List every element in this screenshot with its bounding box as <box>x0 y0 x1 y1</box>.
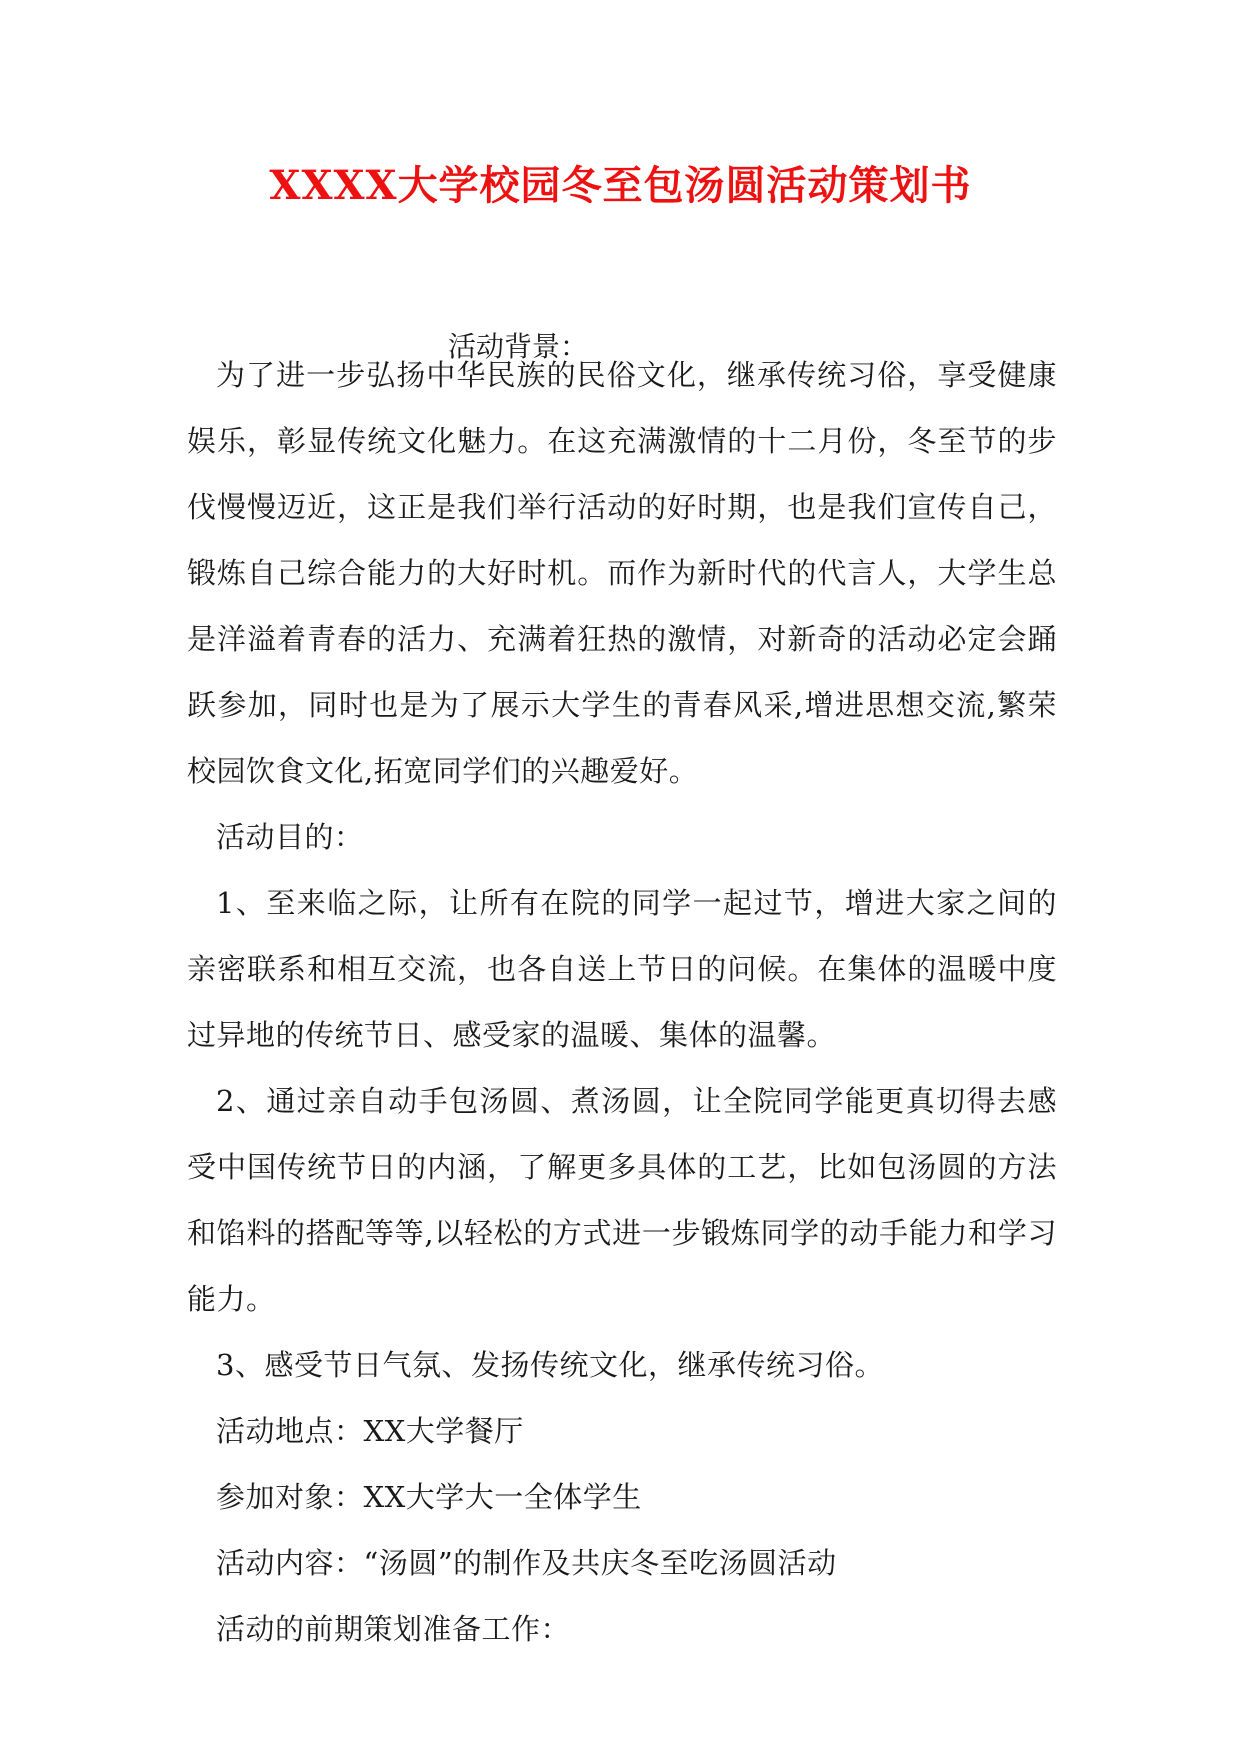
content-line: 活动内容：“汤圆”的制作及共庆冬至吃汤圆活动 <box>216 1546 837 1580</box>
purpose-item-2: 2、通过亲自动手包汤圆、煮汤圆，让全院同学能更真切得去感受中国传统节日的内涵，了解更多具体的工艺，比如包汤圆的方法和馅料的搭配等等,以轻松的方式进一步锻炼同学的动手能力和学习能力。 <box>187 1084 1057 1316</box>
background-paragraph: 为了进一步弘扬中华民族的民俗文化，继承传统习俗，享受健康娱乐，彰显传统文化魅力。在这充满激情的十二月份，冬至节的步伐慢慢迈近，这正是我们举行活动的好时期，也是我们宣传自己，锻炼自己综合能力的大好时机。而作为新时代的代言人，大学生总是洋溢着青春的活力、充满着狂热的激情，对新奇的活动必定会踊跃参加，同时也是为了展示大学生的青春风采,增进思想交流,繁荣校园饮食文化,拓宽同学们的兴趣爱好。 <box>187 358 1057 788</box>
purpose-item-3: 3、感受节日气氛、发扬传统文化，继承传统习俗。 <box>216 1348 884 1382</box>
participants-line: 参加对象：XX大学大一全体学生 <box>216 1480 642 1514</box>
document-body <box>187 342 1057 1662</box>
purpose-heading: 活动目的： <box>216 820 364 854</box>
document-title: XXXX大学校园冬至包汤圆活动策划书 <box>269 162 972 209</box>
purpose-item-1: 1、至来临之际，让所有在院的同学一起过节，增进大家之间的亲密联系和相互交流，也各自送上节日的问候。在集体的温暖中度过异地的传统节日、感受家的温暖、集体的温馨。 <box>187 886 1057 1052</box>
location-line: 活动地点：XX大学餐厅 <box>216 1414 524 1448</box>
background-heading: 活动背景： <box>448 330 589 363</box>
preparation-heading: 活动的前期策划准备工作： <box>216 1612 571 1646</box>
